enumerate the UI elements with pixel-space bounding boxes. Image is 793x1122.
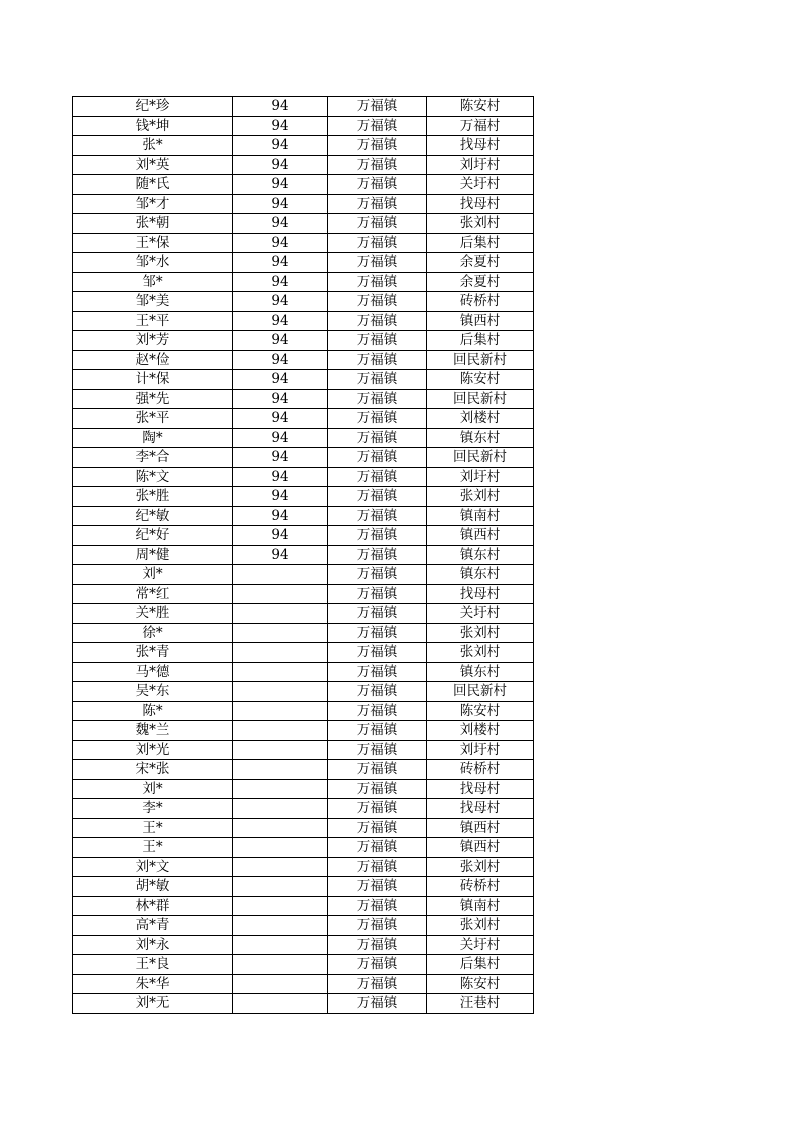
- name-cell: 李*合: [73, 448, 233, 468]
- town-cell: 万福镇: [328, 955, 427, 975]
- age-cell: [233, 974, 328, 994]
- town-cell: 万福镇: [328, 370, 427, 390]
- name-cell: 纪*珍: [73, 97, 233, 117]
- town-cell: 万福镇: [328, 175, 427, 195]
- age-cell: [233, 935, 328, 955]
- table-row: [73, 389, 534, 409]
- table-row: [73, 877, 534, 897]
- name-cell: 高*青: [73, 916, 233, 936]
- town-cell: 万福镇: [328, 701, 427, 721]
- age-cell: 94: [233, 428, 328, 448]
- town-cell: 万福镇: [328, 253, 427, 273]
- village-cell: 汪巷村: [427, 994, 534, 1014]
- town-cell: 万福镇: [328, 721, 427, 741]
- table-row: [73, 779, 534, 799]
- name-cell: 周*健: [73, 545, 233, 565]
- village-cell: 找母村: [427, 779, 534, 799]
- town-cell: 万福镇: [328, 272, 427, 292]
- village-cell: 镇西村: [427, 311, 534, 331]
- age-cell: [233, 682, 328, 702]
- name-cell: 刘*芳: [73, 331, 233, 351]
- table-row: [73, 136, 534, 156]
- age-cell: [233, 643, 328, 663]
- table-row: [73, 350, 534, 370]
- town-cell: 万福镇: [328, 389, 427, 409]
- town-cell: 万福镇: [328, 916, 427, 936]
- name-cell: 张*胜: [73, 487, 233, 507]
- town-cell: 万福镇: [328, 448, 427, 468]
- table-row: [73, 448, 534, 468]
- village-cell: 镇东村: [427, 662, 534, 682]
- table-row: [73, 682, 534, 702]
- name-cell: 林*群: [73, 896, 233, 916]
- table-row: [73, 643, 534, 663]
- age-cell: 94: [233, 506, 328, 526]
- age-cell: 94: [233, 116, 328, 136]
- age-cell: 94: [233, 155, 328, 175]
- name-cell: 计*保: [73, 370, 233, 390]
- age-cell: 94: [233, 467, 328, 487]
- age-cell: 94: [233, 545, 328, 565]
- age-cell: 94: [233, 389, 328, 409]
- age-cell: 94: [233, 97, 328, 117]
- name-cell: 张*青: [73, 643, 233, 663]
- age-cell: 94: [233, 214, 328, 234]
- village-cell: 回民新村: [427, 389, 534, 409]
- town-cell: 万福镇: [328, 838, 427, 858]
- name-cell: 随*氏: [73, 175, 233, 195]
- age-cell: 94: [233, 370, 328, 390]
- town-cell: 万福镇: [328, 506, 427, 526]
- table-row: [73, 799, 534, 819]
- town-cell: 万福镇: [328, 994, 427, 1014]
- table-row: [73, 292, 534, 312]
- table-row: [73, 253, 534, 273]
- village-cell: 张刘村: [427, 857, 534, 877]
- village-cell: 刘圩村: [427, 467, 534, 487]
- name-cell: 徐*: [73, 623, 233, 643]
- age-cell: 94: [233, 331, 328, 351]
- town-cell: 万福镇: [328, 292, 427, 312]
- table-row: [73, 487, 534, 507]
- village-cell: 镇西村: [427, 526, 534, 546]
- village-cell: 张刘村: [427, 916, 534, 936]
- town-cell: 万福镇: [328, 311, 427, 331]
- age-cell: 94: [233, 136, 328, 156]
- village-cell: 关圩村: [427, 175, 534, 195]
- name-cell: 吴*东: [73, 682, 233, 702]
- age-cell: 94: [233, 409, 328, 429]
- town-cell: 万福镇: [328, 409, 427, 429]
- age-cell: [233, 623, 328, 643]
- name-cell: 刘*光: [73, 740, 233, 760]
- age-cell: 94: [233, 526, 328, 546]
- village-cell: 镇南村: [427, 506, 534, 526]
- town-cell: 万福镇: [328, 233, 427, 253]
- age-cell: [233, 955, 328, 975]
- village-cell: 找母村: [427, 136, 534, 156]
- village-cell: 陈安村: [427, 370, 534, 390]
- name-cell: 王*: [73, 818, 233, 838]
- name-cell: 赵*俭: [73, 350, 233, 370]
- village-cell: 镇西村: [427, 838, 534, 858]
- table-row: [73, 194, 534, 214]
- name-cell: 王*保: [73, 233, 233, 253]
- town-cell: 万福镇: [328, 682, 427, 702]
- town-cell: 万福镇: [328, 623, 427, 643]
- table-row: [73, 155, 534, 175]
- village-cell: 余夏村: [427, 253, 534, 273]
- name-cell: 关*胜: [73, 604, 233, 624]
- name-cell: 陈*文: [73, 467, 233, 487]
- table-row: [73, 97, 534, 117]
- age-cell: 94: [233, 448, 328, 468]
- town-cell: 万福镇: [328, 662, 427, 682]
- age-cell: [233, 779, 328, 799]
- age-cell: 94: [233, 175, 328, 195]
- roster-table-body: [73, 97, 534, 1014]
- town-cell: 万福镇: [328, 584, 427, 604]
- town-cell: 万福镇: [328, 487, 427, 507]
- age-cell: [233, 838, 328, 858]
- table-row: [73, 233, 534, 253]
- village-cell: 余夏村: [427, 272, 534, 292]
- table-row: [73, 506, 534, 526]
- age-cell: [233, 994, 328, 1014]
- village-cell: 陈安村: [427, 974, 534, 994]
- table-row: [73, 214, 534, 234]
- age-cell: [233, 662, 328, 682]
- table-row: [73, 604, 534, 624]
- age-cell: 94: [233, 233, 328, 253]
- table-row: [73, 526, 534, 546]
- town-cell: 万福镇: [328, 974, 427, 994]
- age-cell: [233, 877, 328, 897]
- town-cell: 万福镇: [328, 214, 427, 234]
- village-cell: 回民新村: [427, 448, 534, 468]
- name-cell: 刘*无: [73, 994, 233, 1014]
- table-row: [73, 272, 534, 292]
- town-cell: 万福镇: [328, 935, 427, 955]
- table-row: [73, 584, 534, 604]
- age-cell: [233, 584, 328, 604]
- village-cell: 刘楼村: [427, 721, 534, 741]
- age-cell: 94: [233, 487, 328, 507]
- age-cell: [233, 896, 328, 916]
- age-cell: [233, 916, 328, 936]
- table-row: [73, 916, 534, 936]
- table-row: [73, 818, 534, 838]
- name-cell: 常*红: [73, 584, 233, 604]
- town-cell: 万福镇: [328, 194, 427, 214]
- village-cell: 张刘村: [427, 487, 534, 507]
- village-cell: 万福村: [427, 116, 534, 136]
- village-cell: 张刘村: [427, 214, 534, 234]
- age-cell: [233, 760, 328, 780]
- town-cell: 万福镇: [328, 136, 427, 156]
- name-cell: 邹*美: [73, 292, 233, 312]
- town-cell: 万福镇: [328, 565, 427, 585]
- village-cell: 后集村: [427, 955, 534, 975]
- village-cell: 回民新村: [427, 350, 534, 370]
- town-cell: 万福镇: [328, 877, 427, 897]
- age-cell: [233, 740, 328, 760]
- table-row: [73, 662, 534, 682]
- name-cell: 刘*: [73, 565, 233, 585]
- age-cell: 94: [233, 311, 328, 331]
- table-row: [73, 701, 534, 721]
- name-cell: 刘*: [73, 779, 233, 799]
- town-cell: 万福镇: [328, 896, 427, 916]
- name-cell: 马*德: [73, 662, 233, 682]
- village-cell: 砖桥村: [427, 877, 534, 897]
- name-cell: 陶*: [73, 428, 233, 448]
- table-row: [73, 623, 534, 643]
- roster-table: [72, 96, 534, 1014]
- table-row: [73, 428, 534, 448]
- age-cell: [233, 604, 328, 624]
- town-cell: 万福镇: [328, 604, 427, 624]
- age-cell: 94: [233, 292, 328, 312]
- name-cell: 邹*才: [73, 194, 233, 214]
- village-cell: 找母村: [427, 194, 534, 214]
- village-cell: 刘圩村: [427, 740, 534, 760]
- name-cell: 李*: [73, 799, 233, 819]
- town-cell: 万福镇: [328, 740, 427, 760]
- name-cell: 纪*好: [73, 526, 233, 546]
- age-cell: [233, 721, 328, 741]
- town-cell: 万福镇: [328, 760, 427, 780]
- name-cell: 张*平: [73, 409, 233, 429]
- table-row: [73, 838, 534, 858]
- village-cell: 镇西村: [427, 818, 534, 838]
- table-row: [73, 545, 534, 565]
- table-row: [73, 994, 534, 1014]
- village-cell: 砖桥村: [427, 760, 534, 780]
- name-cell: 邹*水: [73, 253, 233, 273]
- town-cell: 万福镇: [328, 799, 427, 819]
- table-row: [73, 935, 534, 955]
- name-cell: 王*: [73, 838, 233, 858]
- name-cell: 刘*永: [73, 935, 233, 955]
- name-cell: 朱*华: [73, 974, 233, 994]
- village-cell: 关圩村: [427, 935, 534, 955]
- village-cell: 刘楼村: [427, 409, 534, 429]
- age-cell: [233, 565, 328, 585]
- village-cell: 张刘村: [427, 623, 534, 643]
- village-cell: 陈安村: [427, 97, 534, 117]
- village-cell: 找母村: [427, 799, 534, 819]
- name-cell: 张*: [73, 136, 233, 156]
- age-cell: 94: [233, 272, 328, 292]
- town-cell: 万福镇: [328, 818, 427, 838]
- village-cell: 后集村: [427, 331, 534, 351]
- table-row: [73, 955, 534, 975]
- table-row: [73, 721, 534, 741]
- name-cell: 胡*敏: [73, 877, 233, 897]
- table-row: [73, 896, 534, 916]
- table-row: [73, 740, 534, 760]
- table-row: [73, 370, 534, 390]
- town-cell: 万福镇: [328, 643, 427, 663]
- town-cell: 万福镇: [328, 331, 427, 351]
- town-cell: 万福镇: [328, 545, 427, 565]
- name-cell: 宋*张: [73, 760, 233, 780]
- town-cell: 万福镇: [328, 526, 427, 546]
- name-cell: 强*先: [73, 389, 233, 409]
- table-row: [73, 311, 534, 331]
- name-cell: 纪*敏: [73, 506, 233, 526]
- town-cell: 万福镇: [328, 857, 427, 877]
- town-cell: 万福镇: [328, 350, 427, 370]
- age-cell: 94: [233, 253, 328, 273]
- village-cell: 镇南村: [427, 896, 534, 916]
- village-cell: 镇东村: [427, 428, 534, 448]
- town-cell: 万福镇: [328, 116, 427, 136]
- table-row: [73, 857, 534, 877]
- age-cell: 94: [233, 350, 328, 370]
- table-row: [73, 760, 534, 780]
- town-cell: 万福镇: [328, 97, 427, 117]
- town-cell: 万福镇: [328, 779, 427, 799]
- village-cell: 找母村: [427, 584, 534, 604]
- village-cell: 陈安村: [427, 701, 534, 721]
- name-cell: 王*良: [73, 955, 233, 975]
- village-cell: 后集村: [427, 233, 534, 253]
- village-cell: 关圩村: [427, 604, 534, 624]
- name-cell: 刘*文: [73, 857, 233, 877]
- name-cell: 邹*: [73, 272, 233, 292]
- table-row: [73, 175, 534, 195]
- name-cell: 陈*: [73, 701, 233, 721]
- age-cell: [233, 799, 328, 819]
- table-row: [73, 467, 534, 487]
- table-row: [73, 409, 534, 429]
- age-cell: [233, 857, 328, 877]
- name-cell: 刘*英: [73, 155, 233, 175]
- age-cell: [233, 701, 328, 721]
- name-cell: 魏*兰: [73, 721, 233, 741]
- age-cell: 94: [233, 194, 328, 214]
- village-cell: 刘圩村: [427, 155, 534, 175]
- table-row: [73, 974, 534, 994]
- table-row: [73, 331, 534, 351]
- name-cell: 王*平: [73, 311, 233, 331]
- name-cell: 钱*坤: [73, 116, 233, 136]
- village-cell: 镇东村: [427, 565, 534, 585]
- name-cell: 张*朝: [73, 214, 233, 234]
- town-cell: 万福镇: [328, 428, 427, 448]
- table-row: [73, 565, 534, 585]
- village-cell: 回民新村: [427, 682, 534, 702]
- age-cell: [233, 818, 328, 838]
- village-cell: 镇东村: [427, 545, 534, 565]
- village-cell: 张刘村: [427, 643, 534, 663]
- table-row: [73, 116, 534, 136]
- town-cell: 万福镇: [328, 467, 427, 487]
- village-cell: 砖桥村: [427, 292, 534, 312]
- town-cell: 万福镇: [328, 155, 427, 175]
